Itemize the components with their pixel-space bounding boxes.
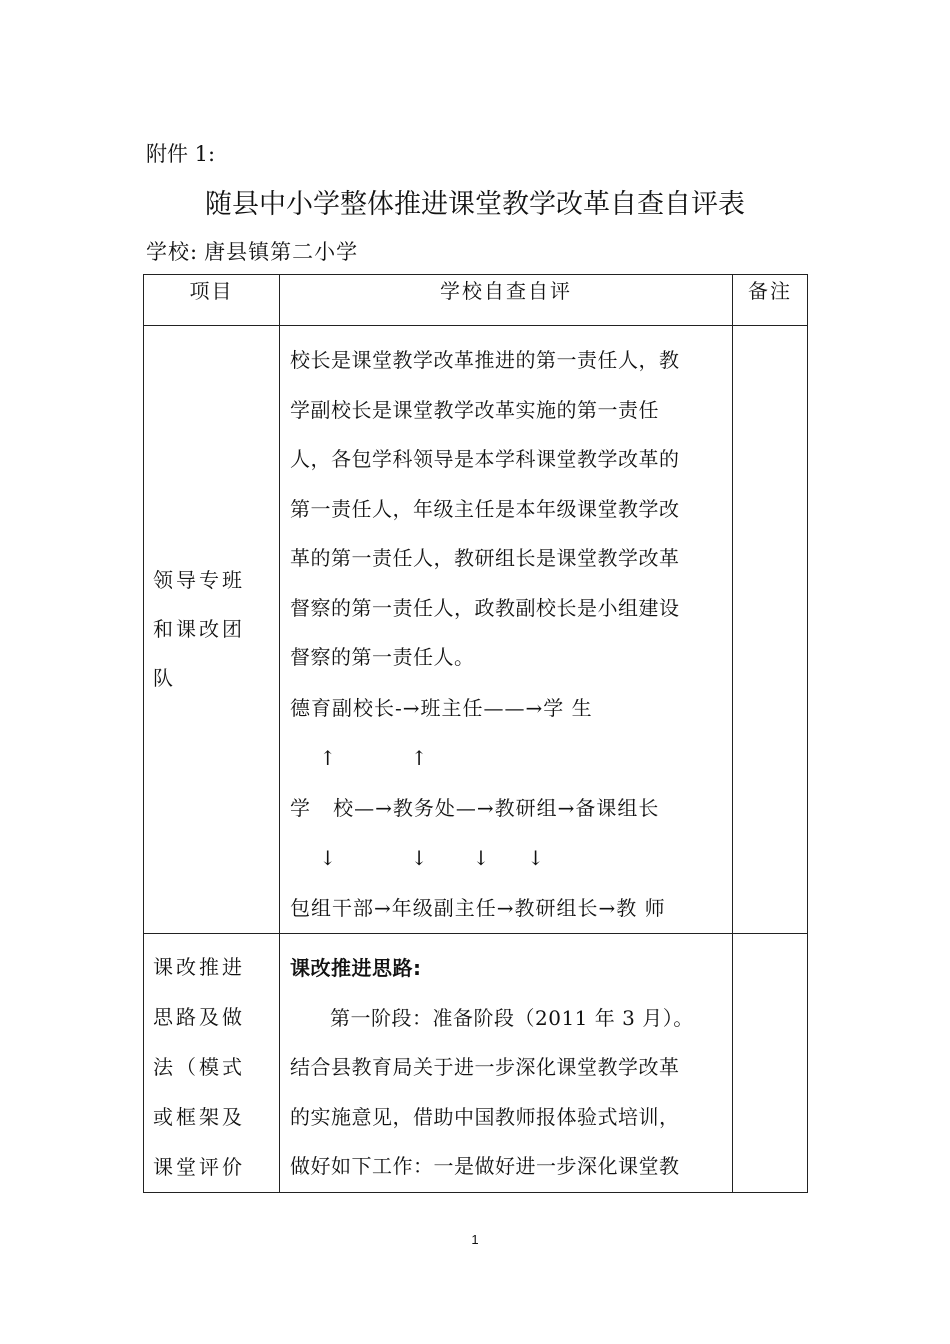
row2-item-line: 法（模式	[153, 1055, 245, 1079]
attachment-label: 附件 1:	[146, 142, 216, 166]
school-name: 唐县镇第二小学	[204, 240, 359, 264]
row1-description-cell	[280, 326, 733, 934]
table-header-row	[144, 275, 808, 326]
self-evaluation-table	[143, 274, 808, 1193]
school-line	[146, 236, 358, 266]
org-flow-line: 包组干部→年级副主任→教研组长→教 师	[290, 895, 666, 920]
org-flow-line: 德育副校长-→班主任——→学 生	[290, 695, 593, 720]
page-number: 1	[471, 1232, 479, 1247]
row1-desc-line: 督察的第一责任人，政教副校长是小组建设	[290, 595, 680, 620]
row1-desc-line: 第一责任人，年级主任是本年级课堂教学改	[290, 496, 680, 521]
row2-desc-line: 的实施意见，借助中国教师报体验式培训，	[290, 1104, 680, 1129]
row2-item-line: 思路及做	[153, 1005, 245, 1029]
header-self-eval: 学校自查自评	[280, 275, 733, 326]
row2-description-cell	[280, 934, 733, 1193]
row2-desc-line: 结合县教育局关于进一步深化课堂教学改革	[290, 1055, 680, 1079]
row2-note-cell	[733, 934, 808, 1193]
row1-desc-line: 革的第一责任人，教研组长是课堂教学改革	[290, 546, 680, 570]
row1-desc-line: 学副校长是课堂教学改革实施的第一责任	[290, 397, 659, 422]
row2-item-line: 课改推进	[153, 955, 245, 979]
header-notes: 备注	[733, 275, 808, 326]
row1-desc-line: 校长是课堂教学改革推进的第一责任人，教	[290, 348, 680, 372]
table-row	[144, 934, 808, 1193]
row1-item-line: 和课改团	[153, 617, 245, 641]
row2-desc-line: 第一阶段：准备阶段（2011 年 3 月）。	[330, 1005, 694, 1030]
org-flow-line: 学 校—→教务处—→教研组→备课组长	[290, 795, 660, 820]
org-flow-arrows: ↓ ↓ ↓ ↓	[290, 845, 545, 870]
row2-desc-line: 做好如下工作：一是做好进一步深化课堂教	[290, 1154, 680, 1178]
row1-desc-line: 人，各包学科领导是本学科课堂教学改革的	[290, 447, 680, 471]
school-label: 学校:	[146, 240, 199, 264]
row1-note-cell	[733, 326, 808, 934]
row1-item-cell	[144, 326, 280, 934]
document-title: 随县中小学整体推进课堂教学改革自查自评表	[205, 189, 745, 220]
table-row	[144, 326, 808, 934]
org-flow-arrows: ↑ ↑	[290, 745, 429, 770]
row2-item-cell	[144, 934, 280, 1193]
row1-item-line: 领导专班	[153, 568, 245, 592]
row1-desc-line: 督察的第一责任人。	[290, 645, 475, 669]
row2-item-line: 课堂评价	[153, 1155, 245, 1179]
row2-item-line: 或框架及	[153, 1105, 245, 1129]
row1-item-line: 队	[153, 666, 176, 690]
row2-heading: 课改推进思路:	[290, 956, 422, 980]
header-item: 项目	[144, 275, 280, 326]
